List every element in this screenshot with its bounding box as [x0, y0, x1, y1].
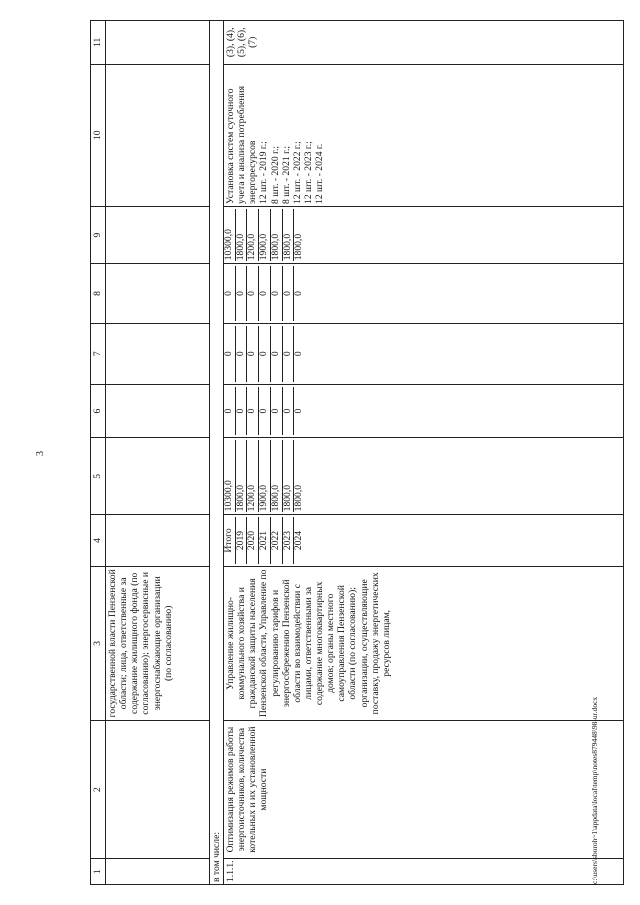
- indicator-line: 8 шт. - 2020 г.;: [269, 145, 281, 204]
- col5-cell: [224, 438, 624, 515]
- value-cell: 0: [270, 326, 282, 382]
- col6-cell: [224, 384, 624, 437]
- value-cell: 0: [259, 326, 271, 382]
- value-cell: 0: [247, 266, 259, 320]
- value-cell: 0: [224, 387, 235, 435]
- col8-cell: [224, 264, 624, 323]
- continuation-row: [106, 21, 210, 885]
- indicator-cell: [224, 64, 624, 206]
- value-cell: 0: [235, 266, 247, 320]
- value-cell: 0: [259, 387, 271, 435]
- value-cell: 0: [293, 408, 305, 414]
- value-cell: 0: [282, 387, 294, 435]
- value-cell: 0: [224, 266, 235, 320]
- year-2024: 2024: [293, 530, 305, 551]
- col-header-6: 6: [91, 384, 106, 437]
- col-header-9: 9: [91, 206, 106, 263]
- year-2020: 2020: [247, 517, 259, 563]
- col-header-10: 10: [91, 64, 106, 206]
- value-cell: 0: [282, 326, 294, 382]
- year-2019: 2019: [235, 517, 247, 563]
- col-header-11: 11: [91, 21, 106, 65]
- value-cell: 0: [235, 326, 247, 382]
- section-label: в том числе:: [210, 21, 224, 885]
- value-cell: 1800,0: [293, 484, 305, 512]
- col-header-8: 8: [91, 264, 106, 323]
- program-measures-table: [90, 20, 624, 885]
- col-header-7: 7: [91, 323, 106, 384]
- value-cell: 0: [270, 387, 282, 435]
- col7-values: [224, 326, 305, 382]
- value-cell: 0: [224, 326, 235, 382]
- item-name: Оптимизация режимов работы энергоисточников, количества котельных и их установленной мощности: [224, 720, 624, 858]
- value-cell: 1800,0: [293, 233, 305, 261]
- col7-cell: [224, 323, 624, 384]
- indicator-line: 12 шт. - 2022 г.;: [291, 141, 303, 204]
- value-cell: 1200,0: [247, 209, 259, 261]
- indicator-line: 8 шт. - 2021 г.;: [280, 145, 292, 204]
- col9-cell: [224, 206, 624, 263]
- target-indicator-refs: (3), (4), (5), (6), (7): [224, 21, 624, 65]
- indicator-line: 12 шт. - 2019 г.;: [258, 141, 270, 204]
- value-cell: 1900,0: [259, 440, 271, 512]
- header-row: [91, 21, 106, 885]
- rotated-table-page: [90, 20, 624, 885]
- col5-values: [224, 440, 305, 512]
- indicator-line: 12 шт. - 2024 г.: [314, 143, 325, 204]
- year-total: Итого: [224, 517, 235, 563]
- years-list: [224, 517, 305, 563]
- item-executor: Управление жилищно-коммунального хозяйства и гражданской защиты населения Пензенской области, Управление по регулированию тарифов и энергосбережению Пензенской области во взаимодействии с лицами, ответственными за содержание многоквартирных домов; органы местного самоуправления Пензенской области (по согласованию); организации, осуществляющие поставку, продажу энергетических ресурсов лицам,: [224, 566, 624, 720]
- section-row: [210, 21, 224, 885]
- col-header-3: 3: [91, 566, 106, 720]
- item-number: 1.1.1.: [224, 859, 624, 885]
- value-cell: 1200,0: [247, 440, 259, 512]
- value-cell: 10300,0: [224, 440, 235, 512]
- col-header-5: 5: [91, 438, 106, 515]
- value-cell: 1800,0: [282, 209, 294, 261]
- value-cell: 0: [270, 266, 282, 320]
- value-cell: 1800,0: [270, 209, 282, 261]
- col9-values: [224, 209, 305, 261]
- col-header-2: 2: [91, 720, 106, 858]
- value-cell: 10300,0: [224, 209, 235, 261]
- col-header-1: 1: [91, 859, 106, 885]
- col8-values: [224, 266, 305, 320]
- indicator-title: Установка систем суточного учета и анализа потребления энергоресурсов: [225, 85, 259, 204]
- col6-values: [224, 387, 305, 435]
- page-number: 3: [35, 451, 46, 456]
- value-cell: 0: [235, 387, 247, 435]
- value-cell: 1800,0: [282, 440, 294, 512]
- year-2021: 2021: [259, 517, 271, 563]
- file-path-footer: c:\users\sboroh~1\appdata\local\temp\notes879448\98-ur.docx: [590, 696, 599, 884]
- value-cell: 1800,0: [235, 440, 247, 512]
- value-cell: 0: [293, 291, 305, 296]
- year-2022: 2022: [270, 517, 282, 563]
- value-cell: 1900,0: [259, 209, 271, 261]
- continued-executor-text: государственной власти Пензенской области; лица, ответственные за содержание жилищного фонда (по согласованию); энергосервисные и энергоснабжающие организации (по согласованию): [106, 566, 210, 720]
- col-header-4: 4: [91, 515, 106, 566]
- value-cell: 0: [247, 326, 259, 382]
- value-cell: 0: [293, 351, 305, 357]
- year-2023: 2023: [282, 517, 294, 563]
- value-cell: 0: [259, 266, 271, 320]
- value-cell: 1800,0: [270, 440, 282, 512]
- value-cell: 0: [247, 387, 259, 435]
- item-row-1-1-1: [224, 21, 624, 885]
- indicator-line: 12 шт. - 2023 г.;: [302, 141, 314, 204]
- value-cell: 1800,0: [235, 209, 247, 261]
- value-cell: 0: [282, 266, 294, 320]
- years-cell: [224, 515, 624, 566]
